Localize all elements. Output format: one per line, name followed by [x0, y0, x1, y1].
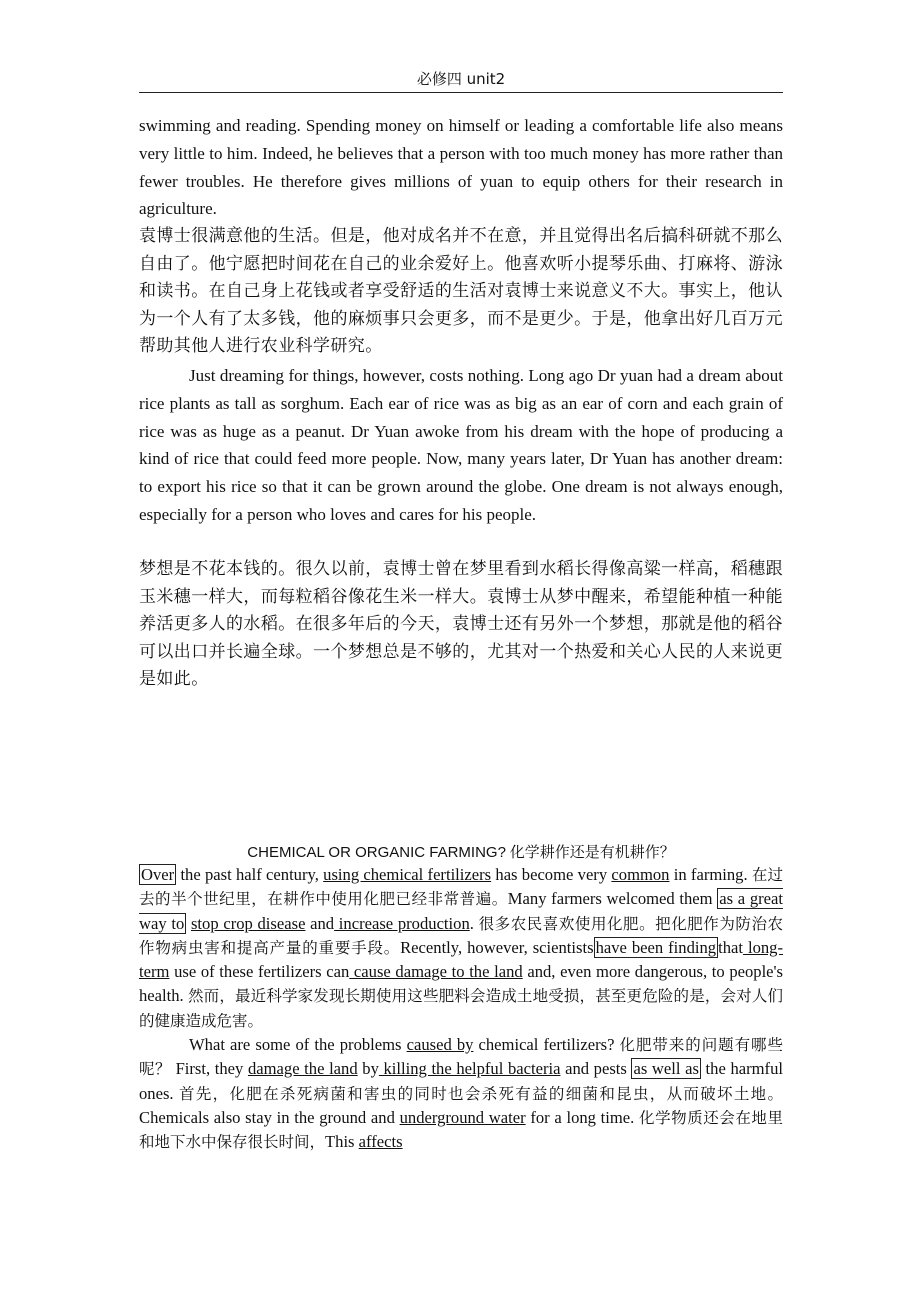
section-title: [139, 840, 783, 865]
chinese-translation: 在过去的半个世纪里，在耕作中使用化肥已经非常普遍。: [139, 866, 784, 909]
paragraph-1-chinese: 袁博士很满意他的生活。但是，他对成名并不在意，并且觉得出名后搞科研就不那么自由了。他宁愿把时间花在自己的业余爱好上。他喜欢听小提琴乐曲、打麻将、游泳和读书。在自己身上花钱或者享受舒适的生活对袁博士来说意义不大。事实上，他认为一个人有了太多钱，他的麻烦事只会更多，而不是更少。于是，他拿出好几百万元帮助其他人进行农业科学研究。: [139, 226, 783, 357]
chem-paragraph-2: What are some of the problems caused by chemical fertilizers? 化肥带来的问题有哪些呢？ First, they damage the land by killing the helpful bacteria and pests as well as the harmful ones. 首先，化肥在杀死病菌和害虫的同时也会杀死有益的细菌和昆虫，从而破坏土地。Chemicals also stay in the ground and underground water for a long time. 化学物质还会在地里和地下水中保存很长时间，This affects: [139, 1035, 783, 1152]
chinese-translation: 很多农民喜欢使用化肥。把化肥作为防治农作物病虫害和提高产量的重要手段。: [139, 914, 784, 957]
chinese-translation: 首先，化肥在杀死病菌和害虫的同时也会杀死有益的细菌和昆虫，从而破坏土地。: [179, 1084, 783, 1103]
boxed-phrase: have been finding: [595, 937, 717, 957]
boxed-phrase: as a great way to: [139, 889, 783, 933]
boxed-phrase: as well as: [633, 1059, 699, 1079]
underlined-phrase: stop crop disease: [190, 913, 306, 933]
chem-paragraph-1: Over the past half century, using chemical fertilizers has become very common in farming. 在过去的半个世纪里，在耕作中使用化肥已经非常普遍。Many farmers welcomed them as a great way to stop crop disease and increase production. 很多农民喜欢使用化肥。把化肥作为防治农作物病虫害和提高产量的重要手段。Recently, however, scientists have been finding that long-term use of these fertilizers can cause damage to the land and, even more dangerous, to people's health. 然而，最近科学家发现长期使用这些肥料会造成土地受损，甚至更危险的是，会对人们的健康造成危害。: [139, 865, 784, 1030]
paragraph-2-chinese: 梦想是不花本钱的。很久以前，袁博士曾在梦里看到水稻长得像高粱一样高，稻穗跟玉米穗一样大，而每粒稻谷像花生米一样大。袁博士从梦中醒来，希望能种植一种能养活更多人的水稻。在很多年后的今天，袁博士还有另外一个梦想，那就是他的稻谷可以出口并长遍全球。一个梦想总是不够的，尤其对一个热爱和关心人民的人来说更是如此。: [139, 559, 783, 690]
page-header: [139, 66, 783, 93]
underlined-phrase: underground water: [399, 1107, 526, 1127]
underlined-phrase: long-term: [139, 937, 783, 982]
section-title-english: CHEMICAL OR ORGANIC FARMING?: [247, 844, 506, 861]
underlined-phrase: common: [611, 865, 670, 884]
section-title-chinese: 化学耕作还是有机耕作？: [509, 843, 675, 861]
chemical-farming-text: [139, 863, 783, 1155]
header-title: 必修四 unit2: [416, 70, 506, 88]
chinese-translation: 化肥带来的问题有哪些呢？: [139, 1036, 783, 1079]
underlined-phrase: affects: [358, 1132, 403, 1152]
underlined-phrase: killing the helpful bacteria: [378, 1059, 561, 1079]
boxed-phrase: Over: [141, 865, 175, 884]
chinese-translation: 化学物质还会在地里和地下水中保存很长时间，: [139, 1108, 783, 1152]
underlined-phrase: caused by: [406, 1035, 474, 1055]
paragraph-2-english: Just dreaming for things, however, costs nothing. Long ago Dr yuan had a dream about rice plants as tall as sorghum. Each ear of rice was as big as an ear of corn and each grain of rice was as huge as a peanut. Dr Yuan awoke from his dream with the hope of producing a kind of rice that could feed more people. Now, many years later, Dr Yuan has another dream: to export his rice so that it can be grown around the globe. One dream is not always enough, especially for a person who loves and cares for his people.: [139, 366, 783, 524]
underlined-phrase: using chemical fertilizers: [323, 865, 492, 884]
paragraph-1-english: swimming and reading. Spending money on himself or leading a comfortable life also means very little to him. Indeed, he believes that a person with too much money has more rather than fewer troubles. He therefore gives millions of yuan to equip others for their research in agriculture.: [139, 116, 783, 219]
chinese-translation: 然而，最近科学家发现长期使用这些肥料会造成土地受损，甚至更危险的是，会对人们的健康造成危害。: [139, 987, 783, 1030]
underlined-phrase: increase production: [334, 913, 470, 933]
underlined-phrase: cause damage to the land: [349, 962, 523, 982]
underlined-phrase: damage the land: [247, 1059, 358, 1079]
